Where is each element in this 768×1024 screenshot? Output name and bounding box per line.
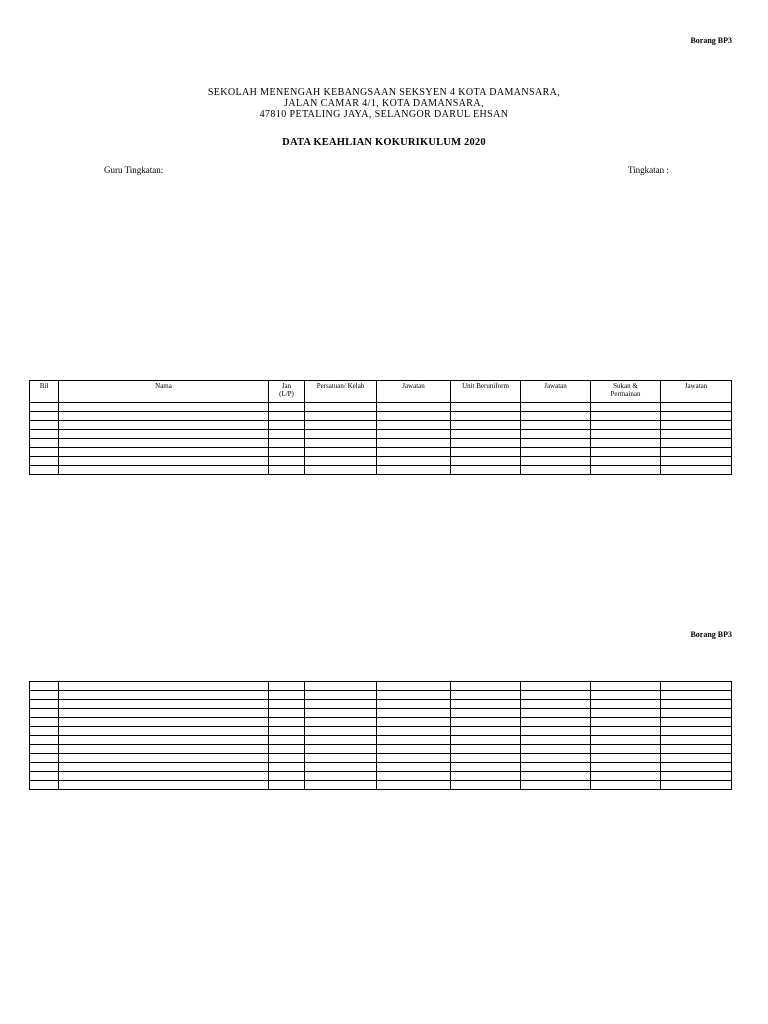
table-cell[interactable] bbox=[521, 745, 591, 754]
table-cell[interactable] bbox=[451, 403, 521, 412]
table-cell[interactable] bbox=[305, 736, 377, 745]
table-cell[interactable] bbox=[59, 727, 269, 736]
table-cell[interactable] bbox=[521, 682, 591, 691]
table-cell[interactable] bbox=[377, 691, 451, 700]
table-cell[interactable] bbox=[661, 736, 732, 745]
table-cell[interactable] bbox=[591, 745, 661, 754]
table-cell[interactable] bbox=[59, 421, 269, 430]
table-cell[interactable] bbox=[30, 430, 59, 439]
document-title: DATA KEAHLIAN KOKURIKULUM 2020 bbox=[282, 137, 486, 148]
table-cell[interactable] bbox=[521, 727, 591, 736]
table-cell[interactable] bbox=[269, 682, 305, 691]
table-row bbox=[30, 439, 732, 448]
table-cell[interactable] bbox=[451, 754, 521, 763]
table-cell[interactable] bbox=[591, 754, 661, 763]
table-cell[interactable] bbox=[305, 718, 377, 727]
table-cell[interactable] bbox=[451, 718, 521, 727]
membership-table bbox=[29, 380, 732, 475]
table-cell[interactable] bbox=[59, 700, 269, 709]
table-cell[interactable] bbox=[305, 448, 377, 457]
table-cell[interactable] bbox=[269, 439, 305, 448]
table-cell[interactable] bbox=[269, 430, 305, 439]
table-cell[interactable] bbox=[377, 718, 451, 727]
form-code-top: Borang BP3 bbox=[690, 36, 732, 45]
table-cell[interactable] bbox=[59, 781, 269, 790]
table-cell[interactable] bbox=[521, 421, 591, 430]
table-cell[interactable] bbox=[59, 466, 269, 475]
table-cell[interactable] bbox=[269, 781, 305, 790]
table-cell[interactable] bbox=[30, 403, 59, 412]
table-cell[interactable] bbox=[59, 763, 269, 772]
table-cell[interactable] bbox=[269, 763, 305, 772]
table-cell[interactable] bbox=[661, 430, 732, 439]
table-cell[interactable] bbox=[269, 772, 305, 781]
table-cell[interactable] bbox=[377, 754, 451, 763]
table-cell[interactable] bbox=[305, 466, 377, 475]
table-row bbox=[30, 457, 732, 466]
table-cell[interactable] bbox=[591, 421, 661, 430]
membership-table-continued bbox=[29, 681, 732, 790]
table-cell[interactable] bbox=[305, 457, 377, 466]
table-cell[interactable] bbox=[59, 691, 269, 700]
table-cell[interactable] bbox=[451, 781, 521, 790]
table-cell[interactable] bbox=[451, 430, 521, 439]
table-cell[interactable] bbox=[30, 736, 59, 745]
table-cell[interactable] bbox=[30, 466, 59, 475]
table-cell[interactable] bbox=[59, 754, 269, 763]
table-cell[interactable] bbox=[269, 448, 305, 457]
col-jawatan-header: Jawatan bbox=[377, 381, 451, 403]
col-jantina-header: Jan (L/P) bbox=[269, 381, 305, 403]
table-cell[interactable] bbox=[305, 421, 377, 430]
table-cell[interactable] bbox=[661, 718, 732, 727]
table-cell[interactable] bbox=[451, 421, 521, 430]
table-cell[interactable] bbox=[59, 403, 269, 412]
school-postcode-line: 47810 PETALING JAYA, SELANGOR DARUL EHSAN bbox=[259, 109, 509, 120]
table-body bbox=[30, 682, 732, 790]
table-cell[interactable] bbox=[59, 682, 269, 691]
table-cell[interactable] bbox=[591, 466, 661, 475]
table-row bbox=[30, 718, 732, 727]
table-cell[interactable] bbox=[377, 763, 451, 772]
col-persatuan-header: Persatuan/ Kelab bbox=[305, 381, 377, 403]
col-unit-beruniform-header: Unit Beruniform bbox=[451, 381, 521, 403]
col-jawatan-header: Jawatan bbox=[661, 381, 732, 403]
table-cell[interactable] bbox=[451, 700, 521, 709]
table-cell[interactable] bbox=[451, 682, 521, 691]
table-cell[interactable] bbox=[661, 403, 732, 412]
table-cell[interactable] bbox=[30, 412, 59, 421]
table-cell[interactable] bbox=[30, 718, 59, 727]
table-body bbox=[30, 403, 732, 475]
table-cell[interactable] bbox=[521, 691, 591, 700]
school-name-line: SEKOLAH MENENGAH KEBANGSAAN SEKSYEN 4 KOTA DAMANSARA, bbox=[207, 87, 561, 98]
table-cell[interactable] bbox=[521, 439, 591, 448]
table-cell[interactable] bbox=[377, 439, 451, 448]
table-cell[interactable] bbox=[269, 754, 305, 763]
table-cell[interactable] bbox=[269, 727, 305, 736]
table-cell[interactable] bbox=[377, 745, 451, 754]
table-cell[interactable] bbox=[377, 682, 451, 691]
table-cell[interactable] bbox=[59, 709, 269, 718]
table-cell[interactable] bbox=[661, 709, 732, 718]
table-cell[interactable] bbox=[59, 448, 269, 457]
table-cell[interactable] bbox=[30, 727, 59, 736]
table-cell[interactable] bbox=[591, 700, 661, 709]
table-cell[interactable] bbox=[661, 682, 732, 691]
table-cell[interactable] bbox=[451, 763, 521, 772]
table-cell[interactable] bbox=[661, 466, 732, 475]
table-cell[interactable] bbox=[377, 700, 451, 709]
table-cell[interactable] bbox=[661, 763, 732, 772]
tingkatan-label: Tingkatan : bbox=[628, 165, 669, 175]
table-cell[interactable] bbox=[591, 457, 661, 466]
table-cell[interactable] bbox=[377, 448, 451, 457]
table-cell[interactable] bbox=[30, 781, 59, 790]
table-cell[interactable] bbox=[30, 700, 59, 709]
table-cell[interactable] bbox=[451, 439, 521, 448]
table-cell[interactable] bbox=[591, 718, 661, 727]
table-cell[interactable] bbox=[269, 412, 305, 421]
col-nama-header: Nama bbox=[59, 381, 269, 403]
table-cell[interactable] bbox=[30, 439, 59, 448]
table-row bbox=[30, 763, 732, 772]
table-cell[interactable] bbox=[661, 421, 732, 430]
table-cell[interactable] bbox=[59, 430, 269, 439]
table-cell[interactable] bbox=[591, 781, 661, 790]
table-row bbox=[30, 421, 732, 430]
table-cell[interactable] bbox=[377, 430, 451, 439]
table-cell[interactable] bbox=[591, 448, 661, 457]
table-row bbox=[30, 466, 732, 475]
table-cell[interactable] bbox=[30, 745, 59, 754]
table-cell[interactable] bbox=[30, 682, 59, 691]
table-cell[interactable] bbox=[30, 691, 59, 700]
table-cell[interactable] bbox=[661, 457, 732, 466]
table-cell[interactable] bbox=[269, 466, 305, 475]
table-cell[interactable] bbox=[521, 772, 591, 781]
table-cell[interactable] bbox=[591, 736, 661, 745]
table-cell[interactable] bbox=[30, 772, 59, 781]
table-cell[interactable] bbox=[451, 412, 521, 421]
table-row bbox=[30, 781, 732, 790]
table-cell[interactable] bbox=[377, 403, 451, 412]
table-cell[interactable] bbox=[59, 718, 269, 727]
guru-tingkatan-label: Guru Tingkatan: bbox=[104, 165, 164, 175]
table-row bbox=[30, 736, 732, 745]
table-cell[interactable] bbox=[269, 745, 305, 754]
table-cell[interactable] bbox=[451, 457, 521, 466]
table-cell[interactable] bbox=[305, 412, 377, 421]
table-cell[interactable] bbox=[59, 412, 269, 421]
table-cell[interactable] bbox=[269, 700, 305, 709]
table-row bbox=[30, 682, 732, 691]
form-code-bottom: Borang BP3 bbox=[690, 630, 732, 639]
table-row bbox=[30, 448, 732, 457]
table-cell[interactable] bbox=[305, 700, 377, 709]
table-cell[interactable] bbox=[661, 727, 732, 736]
table-cell[interactable] bbox=[377, 772, 451, 781]
table-row bbox=[30, 700, 732, 709]
table-cell[interactable] bbox=[521, 448, 591, 457]
table-cell[interactable] bbox=[377, 421, 451, 430]
school-address-line: JALAN CAMAR 4/1, KOTA DAMANSARA, bbox=[284, 98, 484, 109]
table-cell[interactable] bbox=[305, 781, 377, 790]
col-sukan-header: Sukan & Permainan bbox=[591, 381, 661, 403]
table-cell[interactable] bbox=[661, 700, 732, 709]
table-cell[interactable] bbox=[59, 745, 269, 754]
table-cell[interactable] bbox=[661, 781, 732, 790]
table-cell[interactable] bbox=[269, 691, 305, 700]
table-cell[interactable] bbox=[377, 466, 451, 475]
table-cell[interactable] bbox=[521, 430, 591, 439]
table-cell[interactable] bbox=[377, 457, 451, 466]
table-cell[interactable] bbox=[305, 772, 377, 781]
table-cell[interactable] bbox=[591, 763, 661, 772]
table-cell[interactable] bbox=[377, 709, 451, 718]
table-cell[interactable] bbox=[269, 709, 305, 718]
table-cell[interactable] bbox=[521, 781, 591, 790]
table-cell[interactable] bbox=[591, 439, 661, 448]
table-cell[interactable] bbox=[305, 430, 377, 439]
table-row bbox=[30, 412, 732, 421]
table-cell[interactable] bbox=[305, 439, 377, 448]
table-cell[interactable] bbox=[521, 403, 591, 412]
table-cell[interactable] bbox=[521, 457, 591, 466]
table-cell[interactable] bbox=[451, 727, 521, 736]
col-jawatan-header: Jawatan bbox=[521, 381, 591, 403]
table-row bbox=[30, 772, 732, 781]
table-cell[interactable] bbox=[661, 448, 732, 457]
table-cell[interactable] bbox=[305, 763, 377, 772]
table-cell[interactable] bbox=[377, 412, 451, 421]
table-cell[interactable] bbox=[30, 763, 59, 772]
table-cell[interactable] bbox=[30, 448, 59, 457]
table-cell[interactable] bbox=[451, 448, 521, 457]
table-cell[interactable] bbox=[661, 439, 732, 448]
table-cell[interactable] bbox=[59, 457, 269, 466]
table-cell[interactable] bbox=[377, 736, 451, 745]
table-cell[interactable] bbox=[591, 430, 661, 439]
table-cell[interactable] bbox=[591, 772, 661, 781]
table-cell[interactable] bbox=[521, 754, 591, 763]
table-row bbox=[30, 754, 732, 763]
table-cell[interactable] bbox=[59, 736, 269, 745]
table-cell[interactable] bbox=[521, 412, 591, 421]
table-cell[interactable] bbox=[269, 421, 305, 430]
table-cell[interactable] bbox=[59, 439, 269, 448]
table-cell[interactable] bbox=[661, 754, 732, 763]
table-cell[interactable] bbox=[377, 727, 451, 736]
table-cell[interactable] bbox=[451, 709, 521, 718]
table-row bbox=[30, 745, 732, 754]
school-header bbox=[0, 87, 768, 120]
table-cell[interactable] bbox=[451, 466, 521, 475]
table-cell[interactable] bbox=[661, 412, 732, 421]
table-cell[interactable] bbox=[521, 709, 591, 718]
table-cell[interactable] bbox=[591, 691, 661, 700]
table-cell[interactable] bbox=[305, 682, 377, 691]
col-bil-header: Bil bbox=[30, 381, 59, 403]
table-row bbox=[30, 709, 732, 718]
table-cell[interactable] bbox=[451, 745, 521, 754]
table-cell[interactable] bbox=[451, 772, 521, 781]
table-cell[interactable] bbox=[305, 745, 377, 754]
table-cell[interactable] bbox=[661, 691, 732, 700]
table-cell[interactable] bbox=[521, 718, 591, 727]
table-cell[interactable] bbox=[30, 421, 59, 430]
table-header-row bbox=[30, 381, 732, 403]
table-cell[interactable] bbox=[305, 691, 377, 700]
table-cell[interactable] bbox=[661, 745, 732, 754]
table-cell[interactable] bbox=[451, 691, 521, 700]
table-cell[interactable] bbox=[30, 709, 59, 718]
table-cell[interactable] bbox=[269, 403, 305, 412]
table-cell[interactable] bbox=[591, 403, 661, 412]
table-cell[interactable] bbox=[59, 772, 269, 781]
table-cell[interactable] bbox=[305, 709, 377, 718]
table-cell[interactable] bbox=[377, 781, 451, 790]
table-cell[interactable] bbox=[305, 754, 377, 763]
table-cell[interactable] bbox=[451, 736, 521, 745]
table-row bbox=[30, 691, 732, 700]
table-cell[interactable] bbox=[521, 736, 591, 745]
table-row bbox=[30, 403, 732, 412]
table-cell[interactable] bbox=[305, 727, 377, 736]
table-cell[interactable] bbox=[521, 466, 591, 475]
table-cell[interactable] bbox=[591, 727, 661, 736]
table-row bbox=[30, 430, 732, 439]
table-cell[interactable] bbox=[269, 736, 305, 745]
table-cell[interactable] bbox=[269, 457, 305, 466]
table-cell[interactable] bbox=[661, 772, 732, 781]
table-cell[interactable] bbox=[591, 682, 661, 691]
table-row bbox=[30, 727, 732, 736]
table-cell[interactable] bbox=[591, 412, 661, 421]
table-cell[interactable] bbox=[521, 763, 591, 772]
table-cell[interactable] bbox=[30, 754, 59, 763]
table-cell[interactable] bbox=[269, 718, 305, 727]
table-cell[interactable] bbox=[305, 403, 377, 412]
table-cell[interactable] bbox=[591, 709, 661, 718]
table-cell[interactable] bbox=[521, 700, 591, 709]
table-cell[interactable] bbox=[30, 457, 59, 466]
